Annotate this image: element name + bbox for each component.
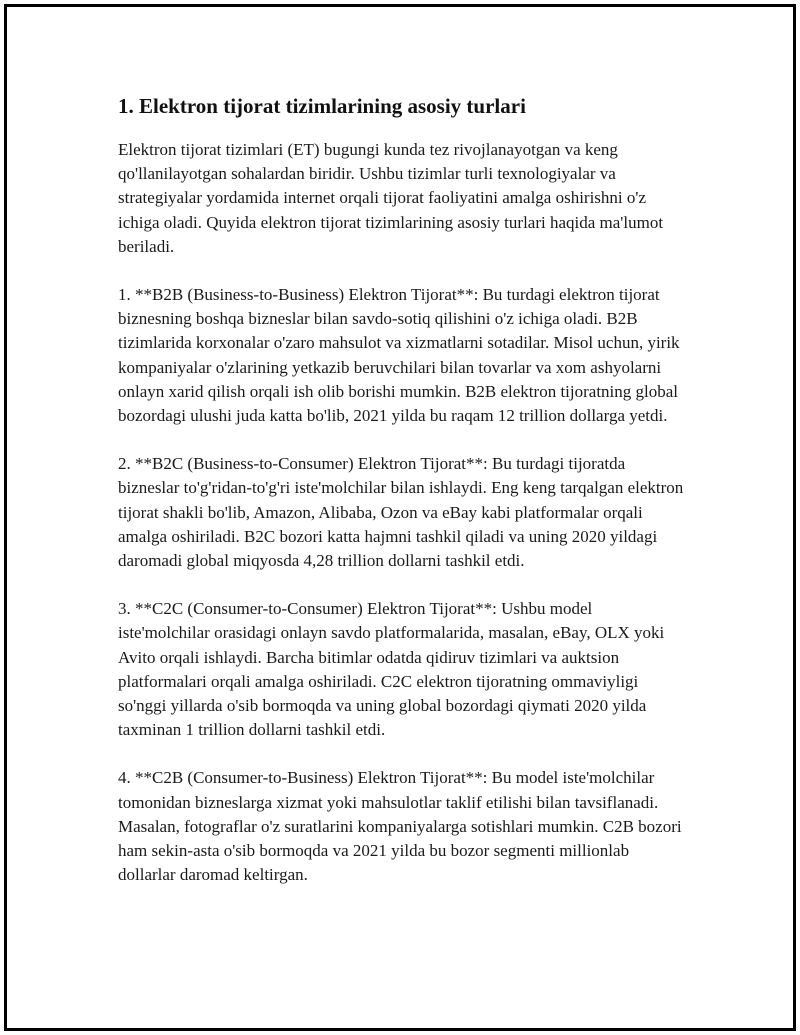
b2c-paragraph: 2. **B2C (Business-to-Consumer) Elektron Tijorat**: Bu turdagi tijoratda bizneslar to'g'ridan-to'g'ri iste'molchilar bilan ishlaydi. Eng keng tarqalgan elektron tijorat shakli bo'lib, Amazon, Alibaba, Ozon va eBay kabi platformalar orqali amalga oshiriladi. B2C bozori katta hajmni tashkil qiladi va uning 2020 yildagi daromadi global miqyosda 4,28 trillion dollarni tashkil etdi. — [118, 454, 684, 571]
c2b-paragraph: 4. **C2B (Consumer-to-Business) Elektron Tijorat**: Bu model iste'molchilar tomonidan bizneslarga xizmat yoki mahsulotlar taklif etilishi bilan tavsiflanadi. Masalan, fotograflar o'z suratlarini kompaniyalarga sotishlari mumkin. C2B bozori ham sekin-asta o'sib bormoqda va 2021 yilda bu bozor segmenti millionlab dollarlar daromad keltirgan. — [118, 768, 682, 885]
b2b-paragraph: 1. **B2B (Business-to-Business) Elektron Tijorat**: Bu turdagi elektron tijorat biznesning boshqa bizneslar bilan savdo-sotiq qilishini o'z ichiga oladi. B2B tizimlarida korxonalar o'zaro mahsulot va xizmatlarni sotadilar. Misol uchun, yirik kompaniyalar o'zlarining yetkazib beruvchilari bilan tovarlar va xom ashyolarni onlayn xarid qilish orqali ish olib borishi mumkin. B2B elektron tijoratning global bozordagi ulushi juda katta bo'lib, 2021 yilda bu raqam 12 trillion dollarga yetdi. — [118, 285, 680, 426]
section-heading: 1. Elektron tijorat tizimlarining asosiy turlari — [118, 94, 526, 118]
document-body — [118, 92, 688, 911]
intro-paragraph: Elektron tijorat tizimlari (ET) bugungi kunda tez rivojlanayotgan va keng qo'llanilayotgan sohalardan biridir. Ushbu tizimlar turli texnologiyalar va strategiyalar yordamida internet orqali tijorat faoliyatini amalga oshirishni o'z ichiga oladi. Quyida elektron tijorat tizimlarining asosiy turlari haqida ma'lumot beriladi. — [118, 140, 664, 256]
c2c-paragraph: 3. **C2C (Consumer-to-Consumer) Elektron Tijorat**: Ushbu model iste'molchilar orasidagi onlayn savdo platformalarida, masalan, eBay, OLX yoki Avito orqali ishlaydi. Barcha bitimlar odatda qidiruv tizimlari va auktsion platformalari orqali amalga oshiriladi. C2C elektron tijoratning ommaviyligi so'nggi yillarda o'sib bormoqda va uning global bozordagi qiymati 2020 yilda taxminan 1 trillion dollarni tashkil etdi. — [118, 599, 665, 740]
